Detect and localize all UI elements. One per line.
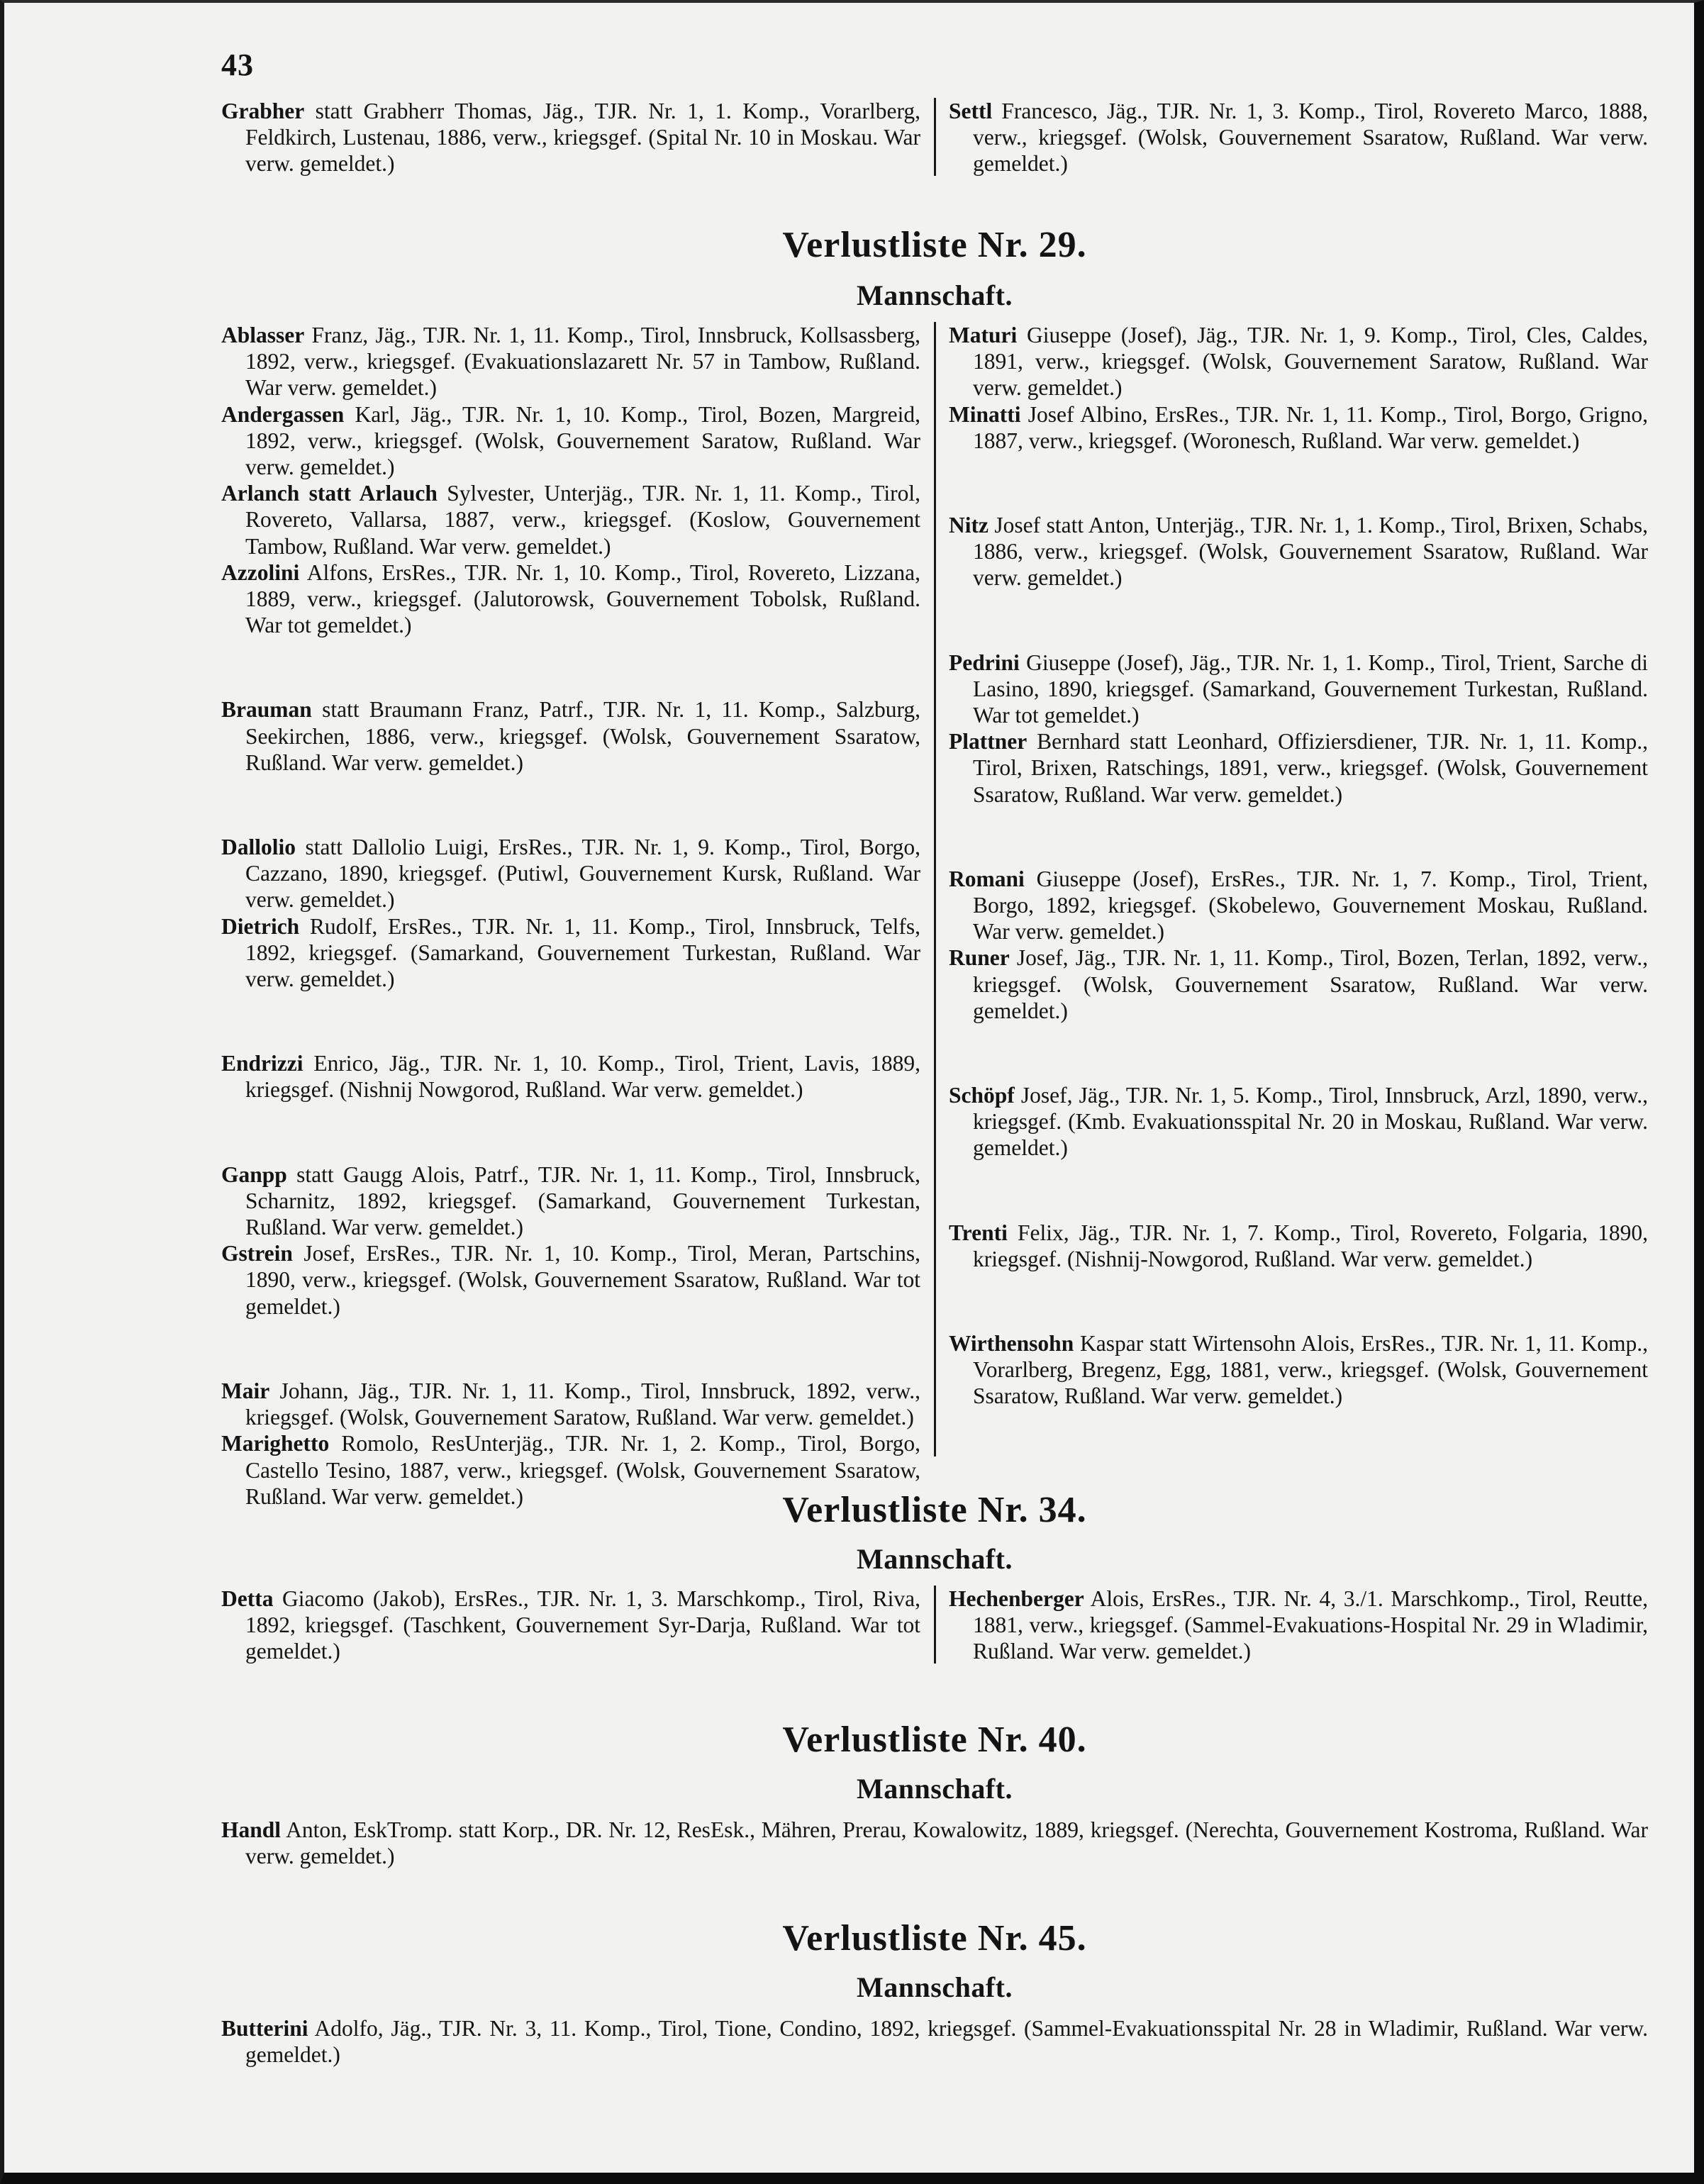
entry-text: Anton, EskTromp. statt Korp., DR. Nr. 12, ResEsk., Mähren, Prerau, Kowalowitz, 1889, kriegsgef. (Nerechta, Gouvernement Kostroma, Rußland. War verw. gemeldet.) bbox=[245, 1817, 1648, 1869]
entry-gap bbox=[221, 992, 920, 1050]
entry-gap bbox=[221, 776, 920, 834]
entry-text: Felix, Jäg., TJR. Nr. 1, 7. Komp., Tirol, Rovereto, Folgaria, 1890, kriegsgef. (Nishnij-Nowgorod, Rußland. War verw. gemeldet.) bbox=[973, 1220, 1648, 1271]
entry-text: Giuseppe (Josef), Jäg., TJR. Nr. 1, 9. Komp., Tirol, Cles, Caldes, 1891, verw., kriegsgef. (Wolsk, Gouvernement Saratow, Rußland. War verw. gemeldet.) bbox=[973, 323, 1648, 401]
entry-name: Plattner bbox=[949, 729, 1028, 754]
entry bbox=[221, 480, 920, 559]
entry bbox=[949, 866, 1648, 945]
entry bbox=[949, 401, 1648, 454]
entry-text: Josef Albino, ErsRes., TJR. Nr. 1, 11. Komp., Tirol, Borgo, Grigno, 1887, verw., kriegsgef. (Woronesch, Rußland. War verw. gemeldet.) bbox=[973, 401, 1648, 453]
entry-text: Sylvester, Unterjäg., TJR. Nr. 1, 11. Komp., Tirol, Rovereto, Vallarsa, 1887, verw., kriegsgef. (Koslow, Gouvernement Tambow, Rußland. War verw. gemeldet.) bbox=[245, 481, 920, 559]
entry-text: Kaspar statt Wirtensohn Alois, ErsRes., TJR. Nr. 1, 11. Komp., Vorarlberg, Bregenz, Egg, 1881, verw., kriegsgef. (Wolsk, Gouvernement Ssaratow, Rußland. War verw. gemeldet.) bbox=[973, 1331, 1648, 1409]
entry bbox=[949, 1330, 1648, 1410]
entry-name: Handl bbox=[221, 1817, 282, 1842]
entry-gap bbox=[221, 1320, 920, 1378]
entry-name: Dietrich bbox=[221, 913, 300, 939]
entry bbox=[221, 1817, 1648, 1869]
entry-text: Romolo, ResUnterjäg., TJR. Nr. 1, 2. Komp., Tirol, Borgo, Castello Tesino, 1887, verw., kriegsgef. (Wolsk, Gouvernement Ssaratow, Rußland. War verw. gemeldet.) bbox=[245, 1431, 920, 1509]
entry-name: Endrizzi bbox=[221, 1051, 304, 1076]
entry-text: Josef, Jäg., TJR. Nr. 1, 11. Komp., Tirol, Bozen, Terlan, 1892, verw., kriegsgef. (Wolsk, Gouvernement Ssaratow, Rußland. War verw. gemeldet.) bbox=[973, 945, 1648, 1023]
list-title: Verlustliste Nr. 45. bbox=[782, 1918, 1087, 1959]
list-subtitle: Mannschaft. bbox=[857, 279, 1013, 311]
entry-text: Giacomo (Jakob), ErsRes., TJR. Nr. 1, 3. Marschkomp., Tirol, Riva, 1892, kriegsgef. (Taschkent, Gouvernement Syr-Darja, Rußland. War tot gemeldet.) bbox=[245, 1586, 920, 1664]
entry-name: Nitz bbox=[949, 513, 989, 538]
entry-gap bbox=[221, 638, 920, 696]
entry-name: Settl bbox=[949, 99, 993, 123]
entry-name: Ablasser bbox=[221, 323, 305, 347]
entry-text: statt Grabherr Thomas, Jäg., TJR. Nr. 1, 1. Komp., Vorarlberg, Feldkirch, Lustenau, 1886, verw., kriegsgef. (Spital Nr. 10 in Moskau. War verw. gemeldet.) bbox=[245, 99, 920, 177]
entry bbox=[949, 945, 1648, 1024]
left-column bbox=[221, 1586, 920, 1665]
entry-text: Rudolf, ErsRes., TJR. Nr. 1, 11. Komp., Tirol, Innsbruck, Telfs, 1892, kriegsgef. (Samarkand, Gouvernement Turkestan, Rußland. War verw. gemeldet.) bbox=[245, 913, 920, 992]
entry-name: Arlanch statt Arlauch bbox=[221, 481, 438, 506]
full-width-entries bbox=[221, 2015, 1648, 2068]
entry bbox=[221, 834, 920, 913]
entry-name: Wirthensohn bbox=[949, 1331, 1074, 1356]
entry-text: Giuseppe (Josef), Jäg., TJR. Nr. 1, 1. Komp., Tirol, Trient, Sarche di Lasino, 1890, kriegsgef. (Samarkand, Gouvernement Turkestan, Rußland. War tot gemeldet.) bbox=[973, 650, 1648, 728]
entry-name: Andergassen bbox=[221, 401, 345, 427]
entry-gap bbox=[949, 1024, 1648, 1082]
entry bbox=[221, 401, 920, 481]
entry bbox=[949, 512, 1648, 591]
entry-name: Dallolio bbox=[221, 835, 296, 860]
top-continuation bbox=[221, 98, 1648, 177]
right-column bbox=[949, 1586, 1648, 1665]
entry-name: Minatti bbox=[949, 401, 1021, 427]
entry bbox=[221, 913, 920, 993]
entry bbox=[221, 2015, 1648, 2068]
entry-text: statt Gaugg Alois, Patrf., TJR. Nr. 1, 11. Komp., Tirol, Innsbruck, Scharnitz, 1892, kriegsgef. (Samarkand, Gouvernement Turkestan, Rußland. War verw. gemeldet.) bbox=[245, 1161, 920, 1240]
list-subtitle: Mannschaft. bbox=[857, 1971, 1013, 2003]
left-column bbox=[221, 322, 920, 1510]
entry bbox=[949, 98, 1648, 177]
entry-name: Maturi bbox=[949, 323, 1018, 347]
entry bbox=[221, 1050, 920, 1103]
entry-name: Runer bbox=[949, 945, 1010, 971]
entry-name: Romani bbox=[949, 866, 1025, 891]
list-title: Verlustliste Nr. 34. bbox=[782, 1490, 1087, 1530]
entry-name: Butterini bbox=[221, 2016, 308, 2041]
entry bbox=[221, 1240, 920, 1320]
list-subtitle: Mannschaft. bbox=[857, 1773, 1013, 1805]
entry bbox=[221, 1161, 920, 1241]
full-width-entries bbox=[221, 1817, 1648, 1869]
entry-name: Schöpf bbox=[949, 1083, 1015, 1108]
entry-text: Karl, Jäg., TJR. Nr. 1, 10. Komp., Tirol, Bozen, Margreid, 1892, verw., kriegsgef. (Wolsk, Gouvernement Saratow, Rußland. War verw. gemeldet.) bbox=[245, 401, 920, 480]
top-right-column bbox=[949, 98, 1648, 177]
entry-name: Gstrein bbox=[221, 1241, 293, 1266]
page-number: 43 bbox=[221, 48, 254, 82]
entry-text: statt Dallolio Luigi, ErsRes., TJR. Nr. 1, 9. Komp., Tirol, Borgo, Cazzano, 1890, kriegsgef. (Putiwl, Gouvernement Kursk, Rußland. War verw. gemeldet.) bbox=[245, 835, 920, 913]
entry bbox=[949, 650, 1648, 729]
column-rule bbox=[934, 322, 936, 1456]
entry bbox=[221, 98, 920, 177]
entry-gap bbox=[949, 591, 1648, 650]
entry-text: Franz, Jäg., TJR. Nr. 1, 11. Komp., Tirol, Innsbruck, Kollsassberg, 1892, verw., kriegsgef. (Evakuationslazarett Nr. 57 in Tambow, Rußland. War verw. gemeldet.) bbox=[245, 323, 920, 401]
entry-gap bbox=[949, 808, 1648, 866]
entry bbox=[949, 322, 1648, 401]
verlustliste-40 bbox=[221, 1719, 1648, 1869]
entry-text: Alois, ErsRes., TJR. Nr. 4, 3./1. Marschkomp., Tirol, Reutte, 1881, verw., kriegsgef. (Sammel-Evakuations-Hospital Nr. 29 in Wladimir, Rußland. War verw. gemeldet.) bbox=[973, 1586, 1648, 1664]
entry-text: Josef, ErsRes., TJR. Nr. 1, 10. Komp., Tirol, Meran, Partschins, 1890, verw., kriegsgef. (Wolsk, Gouvernement Ssaratow, Rußland. War tot gemeldet.) bbox=[245, 1241, 920, 1319]
entry-text: Bernhard statt Leonhard, Offiziersdiener, TJR. Nr. 1, 11. Komp., Tirol, Brixen, Ratschings, 1891, verw., kriegsgef. (Wolsk, Gouvernement Ssaratow, Rußland. War verw. gemeldet.) bbox=[973, 729, 1648, 807]
entry-text: statt Braumann Franz, Patrf., TJR. Nr. 1, 11. Komp., Salzburg, Seekirchen, 1886, verw., kriegsgef. (Wolsk, Gouvernement Ssaratow, Rußland. War verw. gemeldet.) bbox=[245, 697, 920, 775]
entry-name: Grabher bbox=[221, 99, 305, 123]
entry-name: Ganpp bbox=[221, 1161, 287, 1187]
entry bbox=[949, 1082, 1648, 1161]
entry bbox=[221, 1586, 920, 1665]
entry-text: Josef, Jäg., TJR. Nr. 1, 5. Komp., Tirol, Innsbruck, Arzl, 1890, verw., kriegsgef. (Kmb. Evakuationsspital Nr. 20 in Moskau, Rußland. War verw. gemeldet.) bbox=[973, 1083, 1648, 1161]
entry-gap bbox=[949, 1161, 1648, 1220]
verlustliste-29 bbox=[221, 224, 1648, 1510]
entry-text: Enrico, Jäg., TJR. Nr. 1, 10. Komp., Tirol, Trient, Lavis, 1889, kriegsgef. (Nishnij Nowgorod, Rußland. War verw. gemeldet.) bbox=[245, 1051, 920, 1103]
entry bbox=[949, 1220, 1648, 1272]
verlustliste-34 bbox=[221, 1489, 1648, 1665]
entry-gap bbox=[949, 1272, 1648, 1330]
column-rule bbox=[934, 98, 936, 176]
entry-text: Adolfo, Jäg., TJR. Nr. 3, 11. Komp., Tirol, Tione, Condino, 1892, kriegsgef. (Sammel-Evakuationsspital Nr. 28 in Wladimir, Rußland. War verw. gemeldet.) bbox=[245, 2016, 1648, 2068]
entry-name: Marighetto bbox=[221, 1431, 330, 1456]
entry bbox=[221, 1378, 920, 1430]
entry bbox=[221, 559, 920, 639]
entry-name: Mair bbox=[221, 1378, 270, 1403]
entry-text: Francesco, Jäg., TJR. Nr. 1, 3. Komp., Tirol, Rovereto Marco, 1888, verw., kriegsgef. (Wolsk, Gouvernement Ssaratow, Rußland. War verw. gemeldet.) bbox=[973, 99, 1648, 177]
entry-name: Pedrini bbox=[949, 650, 1020, 675]
entry-gap bbox=[221, 1103, 920, 1161]
entry-text: Josef statt Anton, Unterjäg., TJR. Nr. 1, 1. Komp., Tirol, Brixen, Schabs, 1886, verw., kriegsgef. (Wolsk, Gouvernement Ssaratow, Rußland. War verw. gemeldet.) bbox=[973, 513, 1648, 591]
list-title: Verlustliste Nr. 29. bbox=[782, 225, 1087, 265]
entry bbox=[949, 728, 1648, 808]
entry bbox=[221, 696, 920, 776]
entry bbox=[221, 322, 920, 401]
right-column bbox=[949, 322, 1648, 1510]
entry-name: Azzolini bbox=[221, 559, 300, 585]
column-rule bbox=[934, 1586, 936, 1664]
entry bbox=[949, 1586, 1648, 1665]
entry-text: Alfons, ErsRes., TJR. Nr. 1, 10. Komp., Tirol, Rovereto, Lizzana, 1889, verw., kriegsgef. (Jalutorowsk, Gouvernement Tobolsk, Rußland. War tot gemeldet.) bbox=[245, 559, 920, 638]
entry-name: Hechenberger bbox=[949, 1586, 1084, 1611]
entry-text: Giuseppe (Josef), ErsRes., TJR. Nr. 1, 7. Komp., Tirol, Trient, Borgo, 1892, kriegsgef. (Skobelewo, Gouvernement Moskau, Rußland. War verw. gemeldet.) bbox=[973, 866, 1648, 945]
verlustliste-45 bbox=[221, 1917, 1648, 2068]
list-title: Verlustliste Nr. 40. bbox=[782, 1720, 1087, 1760]
entry-name: Detta bbox=[221, 1586, 274, 1611]
entry-text: Johann, Jäg., TJR. Nr. 1, 11. Komp., Tirol, Innsbruck, 1892, verw., kriegsgef. (Wolsk, Gouvernement Saratow, Rußland. War verw. gemeldet.) bbox=[245, 1378, 920, 1430]
list-subtitle: Mannschaft. bbox=[857, 1543, 1013, 1575]
top-left-column bbox=[221, 98, 920, 177]
entry-gap bbox=[949, 454, 1648, 512]
entry-name: Trenti bbox=[949, 1220, 1008, 1245]
entry-name: Brauman bbox=[221, 697, 312, 723]
